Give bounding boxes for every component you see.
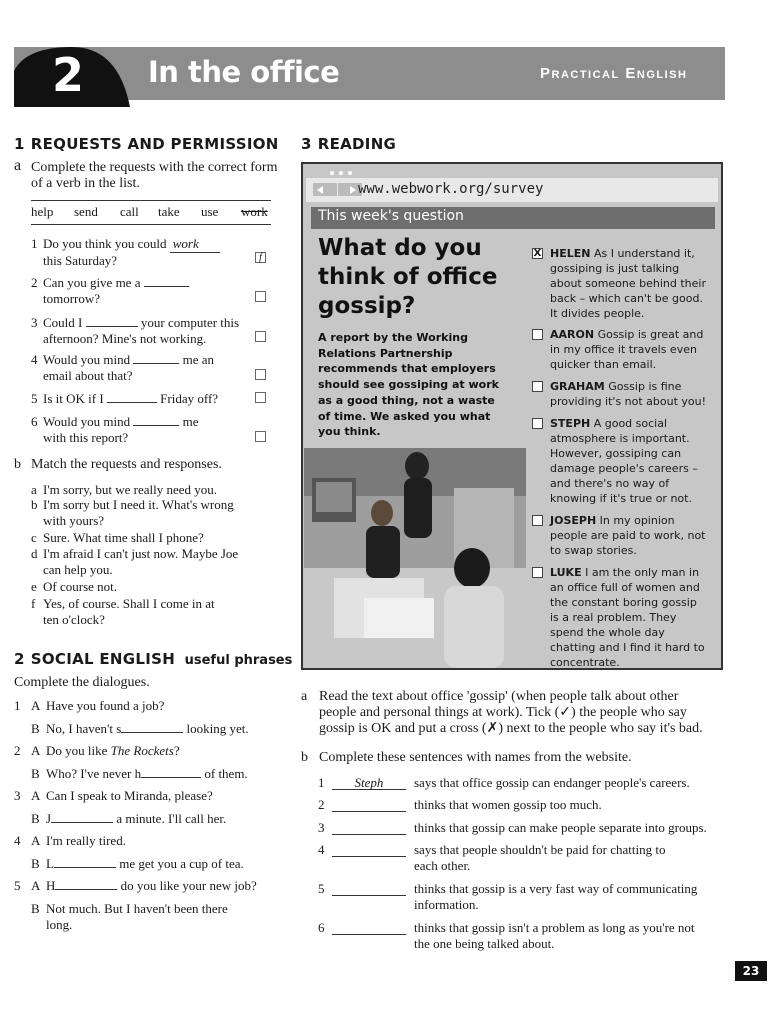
- exercise-label: a: [301, 689, 308, 704]
- person-comment: Gossip is great and in my office it travels even quicker than email.: [550, 328, 704, 371]
- answer-blank[interactable]: [332, 841, 406, 857]
- answer-text: work: [172, 236, 199, 251]
- exercise-instruction: Complete the dialogues.: [14, 675, 150, 690]
- answer-text: Steph: [354, 775, 384, 790]
- section-label: Practical English: [540, 65, 688, 82]
- speaker-a: A: [31, 698, 41, 713]
- response-text: [43, 596, 268, 628]
- response-letter: d: [31, 546, 38, 561]
- answer-box[interactable]: [255, 331, 266, 342]
- dialogue-text: Who? I've never h: [46, 766, 142, 781]
- sentence-text: [414, 842, 744, 874]
- answer-blank[interactable]: [332, 819, 406, 835]
- dialogue-line: [46, 811, 226, 827]
- person-entry-steph: [532, 416, 708, 506]
- sentence-text: thinks that women gossip too much.: [414, 797, 602, 812]
- exercise-instruction: [319, 689, 759, 737]
- article-intro: A report by the Working Relations Partnership recommends that employers should see gossiping at work as a good thing, not a waste of time. We asked you what you think.: [318, 331, 499, 439]
- person-name: LUKE: [550, 566, 582, 579]
- instruction-line: people and personal things at work). Tick (✓) the people who say: [319, 705, 687, 720]
- speaker-b: B: [31, 766, 40, 781]
- response-text: [43, 546, 268, 578]
- dialogue-text: long.: [46, 917, 73, 932]
- verb-list: [31, 200, 271, 225]
- sentence-number: 5: [318, 881, 325, 896]
- dialogue-line: [46, 743, 180, 759]
- answer-blank[interactable]: [121, 732, 183, 733]
- speaker-b: B: [31, 901, 40, 916]
- answer-blank[interactable]: [86, 326, 138, 327]
- section-1-number: 1: [14, 135, 25, 153]
- dialogue-number: 3: [14, 788, 21, 803]
- answer-box[interactable]: [255, 431, 266, 442]
- section-3-number: 3: [301, 135, 312, 153]
- response-letter: f: [31, 596, 36, 611]
- answer-box[interactable]: [255, 252, 266, 263]
- response-text: [43, 482, 268, 498]
- item-number: 6: [31, 414, 38, 429]
- item-number: 4: [31, 352, 38, 367]
- question-band-label: This week's question: [318, 208, 464, 224]
- speaker-a: A: [31, 788, 41, 803]
- answer-blank[interactable]: [332, 774, 406, 790]
- person-entry-graham: [532, 379, 708, 409]
- speaker-b: B: [31, 721, 40, 736]
- exercise-label: b: [14, 457, 21, 472]
- item-text-pre: Is it OK if I: [43, 391, 104, 406]
- response-line: I'm sorry, but we really need you.: [43, 482, 218, 497]
- sentence-line: information.: [414, 897, 479, 912]
- cross-mark: X: [533, 248, 542, 259]
- person-comment: As I understand it, gossiping is just talking about someone behind their back – which can't be good. It divides people.: [550, 247, 707, 320]
- response-letter: c: [31, 530, 37, 545]
- item-text-post: your computer this: [140, 315, 240, 330]
- back-arrow-icon[interactable]: [313, 183, 337, 196]
- dialogue-text: Do you like: [46, 743, 111, 758]
- person-comment: A good social atmosphere is important. However, gossiping can damage people's careers – and there's no way of knowing if it's true or not.: [550, 417, 698, 505]
- section-1-heading: [14, 135, 279, 153]
- dialogue-title-italic: The Rockets: [110, 743, 174, 758]
- item-text-line2: with this report?: [43, 430, 129, 445]
- response-line: I'm sorry but I need it. What's wrong: [43, 497, 234, 512]
- exercise-instruction: Complete these sentences with names from the website.: [319, 750, 632, 765]
- item-text: [43, 414, 253, 446]
- sentence-line: says that people shouldn't be paid for chatting to: [414, 842, 666, 857]
- item-text-pre: Can you give me a: [43, 275, 141, 290]
- sentence-line: thinks that gossip is a very fast way of communicating: [414, 881, 698, 896]
- dialogue-line: I'm really tired.: [46, 833, 126, 848]
- item-text-line2: afternoon? Mine's not working.: [43, 331, 207, 346]
- person-name: JOSEPH: [550, 514, 597, 527]
- item-text-post: me an: [182, 352, 214, 367]
- response-letter: a: [31, 482, 37, 497]
- verb-item: send: [74, 204, 98, 219]
- exercise-label: b: [301, 750, 308, 765]
- sentence-text: says that office gossip can endanger people's careers.: [414, 775, 690, 790]
- response-line: I'm afraid I can't just now. Maybe Joe: [43, 546, 239, 561]
- sentence-number: 3: [318, 820, 325, 835]
- sentence-text: [414, 920, 744, 952]
- sentence-line: each other.: [414, 858, 471, 873]
- dialogue-text: Not much. But I haven't been there: [46, 901, 228, 916]
- section-2-number: 2: [14, 650, 25, 668]
- answer-blank[interactable]: [54, 867, 116, 868]
- response-letter: b: [31, 497, 38, 512]
- item-text-pre: Do you think you could: [43, 236, 167, 251]
- section-1-title: REQUESTS AND PERMISSION: [30, 135, 279, 153]
- verb-item: take: [158, 204, 180, 219]
- speaker-b: B: [31, 811, 40, 826]
- dialogue-text: L: [46, 856, 54, 871]
- dialogue-text: H: [46, 878, 56, 893]
- dialogue-number: 2: [14, 743, 21, 758]
- dialogue-text: looking yet.: [186, 721, 249, 736]
- verb-item: use: [201, 204, 219, 219]
- answer-checkbox[interactable]: [532, 248, 543, 259]
- sentence-number: 4: [318, 842, 325, 857]
- person-comment: I am the only man in an office full of women and the constant boring gossip is a real problem. They spend the whole day chatting and I find it hard to concentrate.: [550, 566, 705, 669]
- person-name: HELEN: [550, 247, 591, 260]
- person-comment: Gossip is fine providing it's not about you!: [550, 380, 707, 408]
- answer-blank[interactable]: [133, 425, 179, 426]
- response-line: Of course not.: [43, 579, 118, 594]
- response-line: can help you.: [43, 562, 113, 577]
- article-headline: What do you think of office gossip?: [318, 235, 498, 319]
- exercise-instruction: Match the requests and responses.: [31, 457, 222, 472]
- speaker-b: B: [31, 856, 40, 871]
- speaker-a: A: [31, 743, 41, 758]
- section-3-title: READING: [317, 135, 397, 153]
- speaker-a: A: [31, 878, 41, 893]
- answer-checkbox[interactable]: [532, 567, 543, 578]
- item-text-line2: this Saturday?: [43, 253, 118, 268]
- person-entry-helen: [532, 246, 708, 321]
- item-text-line2: email about that?: [43, 368, 133, 383]
- section-2-subtitle: useful phrases: [184, 653, 293, 668]
- dialogue-number: 1: [14, 698, 21, 713]
- item-text-line2: tomorrow?: [43, 291, 101, 306]
- dialogue-line: [46, 721, 249, 737]
- unit-number: 2: [52, 48, 85, 102]
- person-entry-luke: [532, 565, 708, 670]
- item-text: [43, 391, 253, 407]
- answer-blank[interactable]: [133, 363, 179, 364]
- answer-blank[interactable]: [55, 889, 117, 890]
- window-dots-icon: [330, 171, 356, 176]
- person-entry-aaron: [532, 327, 708, 372]
- response-line: with yours?: [43, 513, 105, 528]
- speaker-a: A: [31, 833, 41, 848]
- answer-box-letter: f: [259, 252, 262, 263]
- answer-box[interactable]: [255, 392, 266, 403]
- response-line: Sure. What time shall I phone?: [43, 530, 204, 545]
- item-number: 1: [31, 236, 38, 251]
- sentence-text: [414, 881, 744, 913]
- dialogue-line: [46, 766, 248, 782]
- sentence-number: 6: [318, 920, 325, 935]
- item-text-pre: Would you mind: [43, 352, 131, 367]
- item-text: [43, 352, 253, 384]
- answer-box[interactable]: [255, 369, 266, 380]
- verb-item-crossed: work: [241, 204, 268, 219]
- verb-item: call: [120, 204, 139, 219]
- answer-checkbox[interactable]: [532, 418, 543, 429]
- verb-item: help: [31, 204, 54, 219]
- response-line: ten o'clock?: [43, 612, 105, 627]
- answer-checkbox[interactable]: [532, 381, 543, 392]
- url-text[interactable]: www.webwork.org/survey: [358, 181, 544, 197]
- dialogue-number: 5: [14, 878, 21, 893]
- answer-blank[interactable]: [332, 919, 406, 935]
- dialogue-text: of them.: [204, 766, 248, 781]
- answer-blank[interactable]: [170, 236, 220, 253]
- answer-checkbox[interactable]: [532, 515, 543, 526]
- dialogue-line: [46, 901, 261, 933]
- dialogue-line: [46, 856, 244, 872]
- instruction-line: gossip is OK and put a cross (✗) next to the people who say it's bad.: [319, 721, 703, 736]
- answer-blank[interactable]: [332, 796, 406, 812]
- office-photo: [304, 448, 526, 668]
- answer-blank[interactable]: [51, 822, 113, 823]
- sentence-line: the one being talked about.: [414, 936, 555, 951]
- section-2-heading: [14, 650, 292, 668]
- dialogue-text: do you like your new job?: [120, 878, 257, 893]
- answer-blank[interactable]: [107, 402, 157, 403]
- sentence-number: 2: [318, 797, 325, 812]
- item-text: [43, 275, 253, 307]
- answer-blank[interactable]: [332, 880, 406, 896]
- unit-title: In the office: [148, 55, 340, 89]
- sentence-line: thinks that gossip isn't a problem as long as you're not: [414, 920, 695, 935]
- item-text: [43, 236, 253, 269]
- person-name: AARON: [550, 328, 595, 341]
- item-text-pre: Would you mind: [43, 414, 131, 429]
- sentence-number: 1: [318, 775, 325, 790]
- instruction-line: Read the text about office 'gossip' (when people talk about other: [319, 689, 679, 704]
- dialogue-text: J: [46, 811, 52, 826]
- response-text: [43, 530, 268, 546]
- person-comment: In my opinion people are paid to work, not to swap stories.: [550, 514, 706, 557]
- dialogue-text: me get you a cup of tea.: [119, 856, 244, 871]
- response-letter: e: [31, 579, 37, 594]
- dialogue-number: 4: [14, 833, 21, 848]
- item-number: 3: [31, 315, 38, 330]
- page-number: 23: [735, 961, 767, 981]
- sentence-text: thinks that gossip can make people separate into groups.: [414, 820, 707, 835]
- response-text: [43, 579, 268, 595]
- answer-blank[interactable]: [141, 777, 201, 778]
- dialogue-line: Have you found a job?: [46, 698, 165, 713]
- section-2-title: SOCIAL ENGLISH: [30, 650, 176, 668]
- item-number: 2: [31, 275, 38, 290]
- dialogue-text: No, I haven't s: [46, 721, 122, 736]
- answer-blank[interactable]: [144, 286, 189, 287]
- response-line: Yes, of course. Shall I come in at: [43, 596, 215, 611]
- section-3-heading: [301, 135, 396, 153]
- exercise-instruction: Complete the requests with the correct form of a verb in the list.: [31, 160, 278, 191]
- dialogue-line: [46, 878, 257, 894]
- answer-checkbox[interactable]: [532, 329, 543, 340]
- dialogue-text: a minute. I'll call her.: [116, 811, 227, 826]
- item-text-post: Friday off?: [160, 391, 219, 406]
- answer-box[interactable]: [255, 291, 266, 302]
- exercise-label: a: [14, 157, 22, 174]
- dialogue-text: ?: [173, 743, 180, 758]
- item-text: [43, 315, 258, 347]
- person-entry-joseph: [532, 513, 708, 558]
- person-name: GRAHAM: [550, 380, 605, 393]
- person-name: STEPH: [550, 417, 591, 430]
- item-text-post: me: [182, 414, 199, 429]
- item-text-pre: Could I: [43, 315, 83, 330]
- dialogue-line: Can I speak to Miranda, please?: [46, 788, 213, 803]
- item-number: 5: [31, 391, 38, 406]
- response-text: [43, 497, 268, 529]
